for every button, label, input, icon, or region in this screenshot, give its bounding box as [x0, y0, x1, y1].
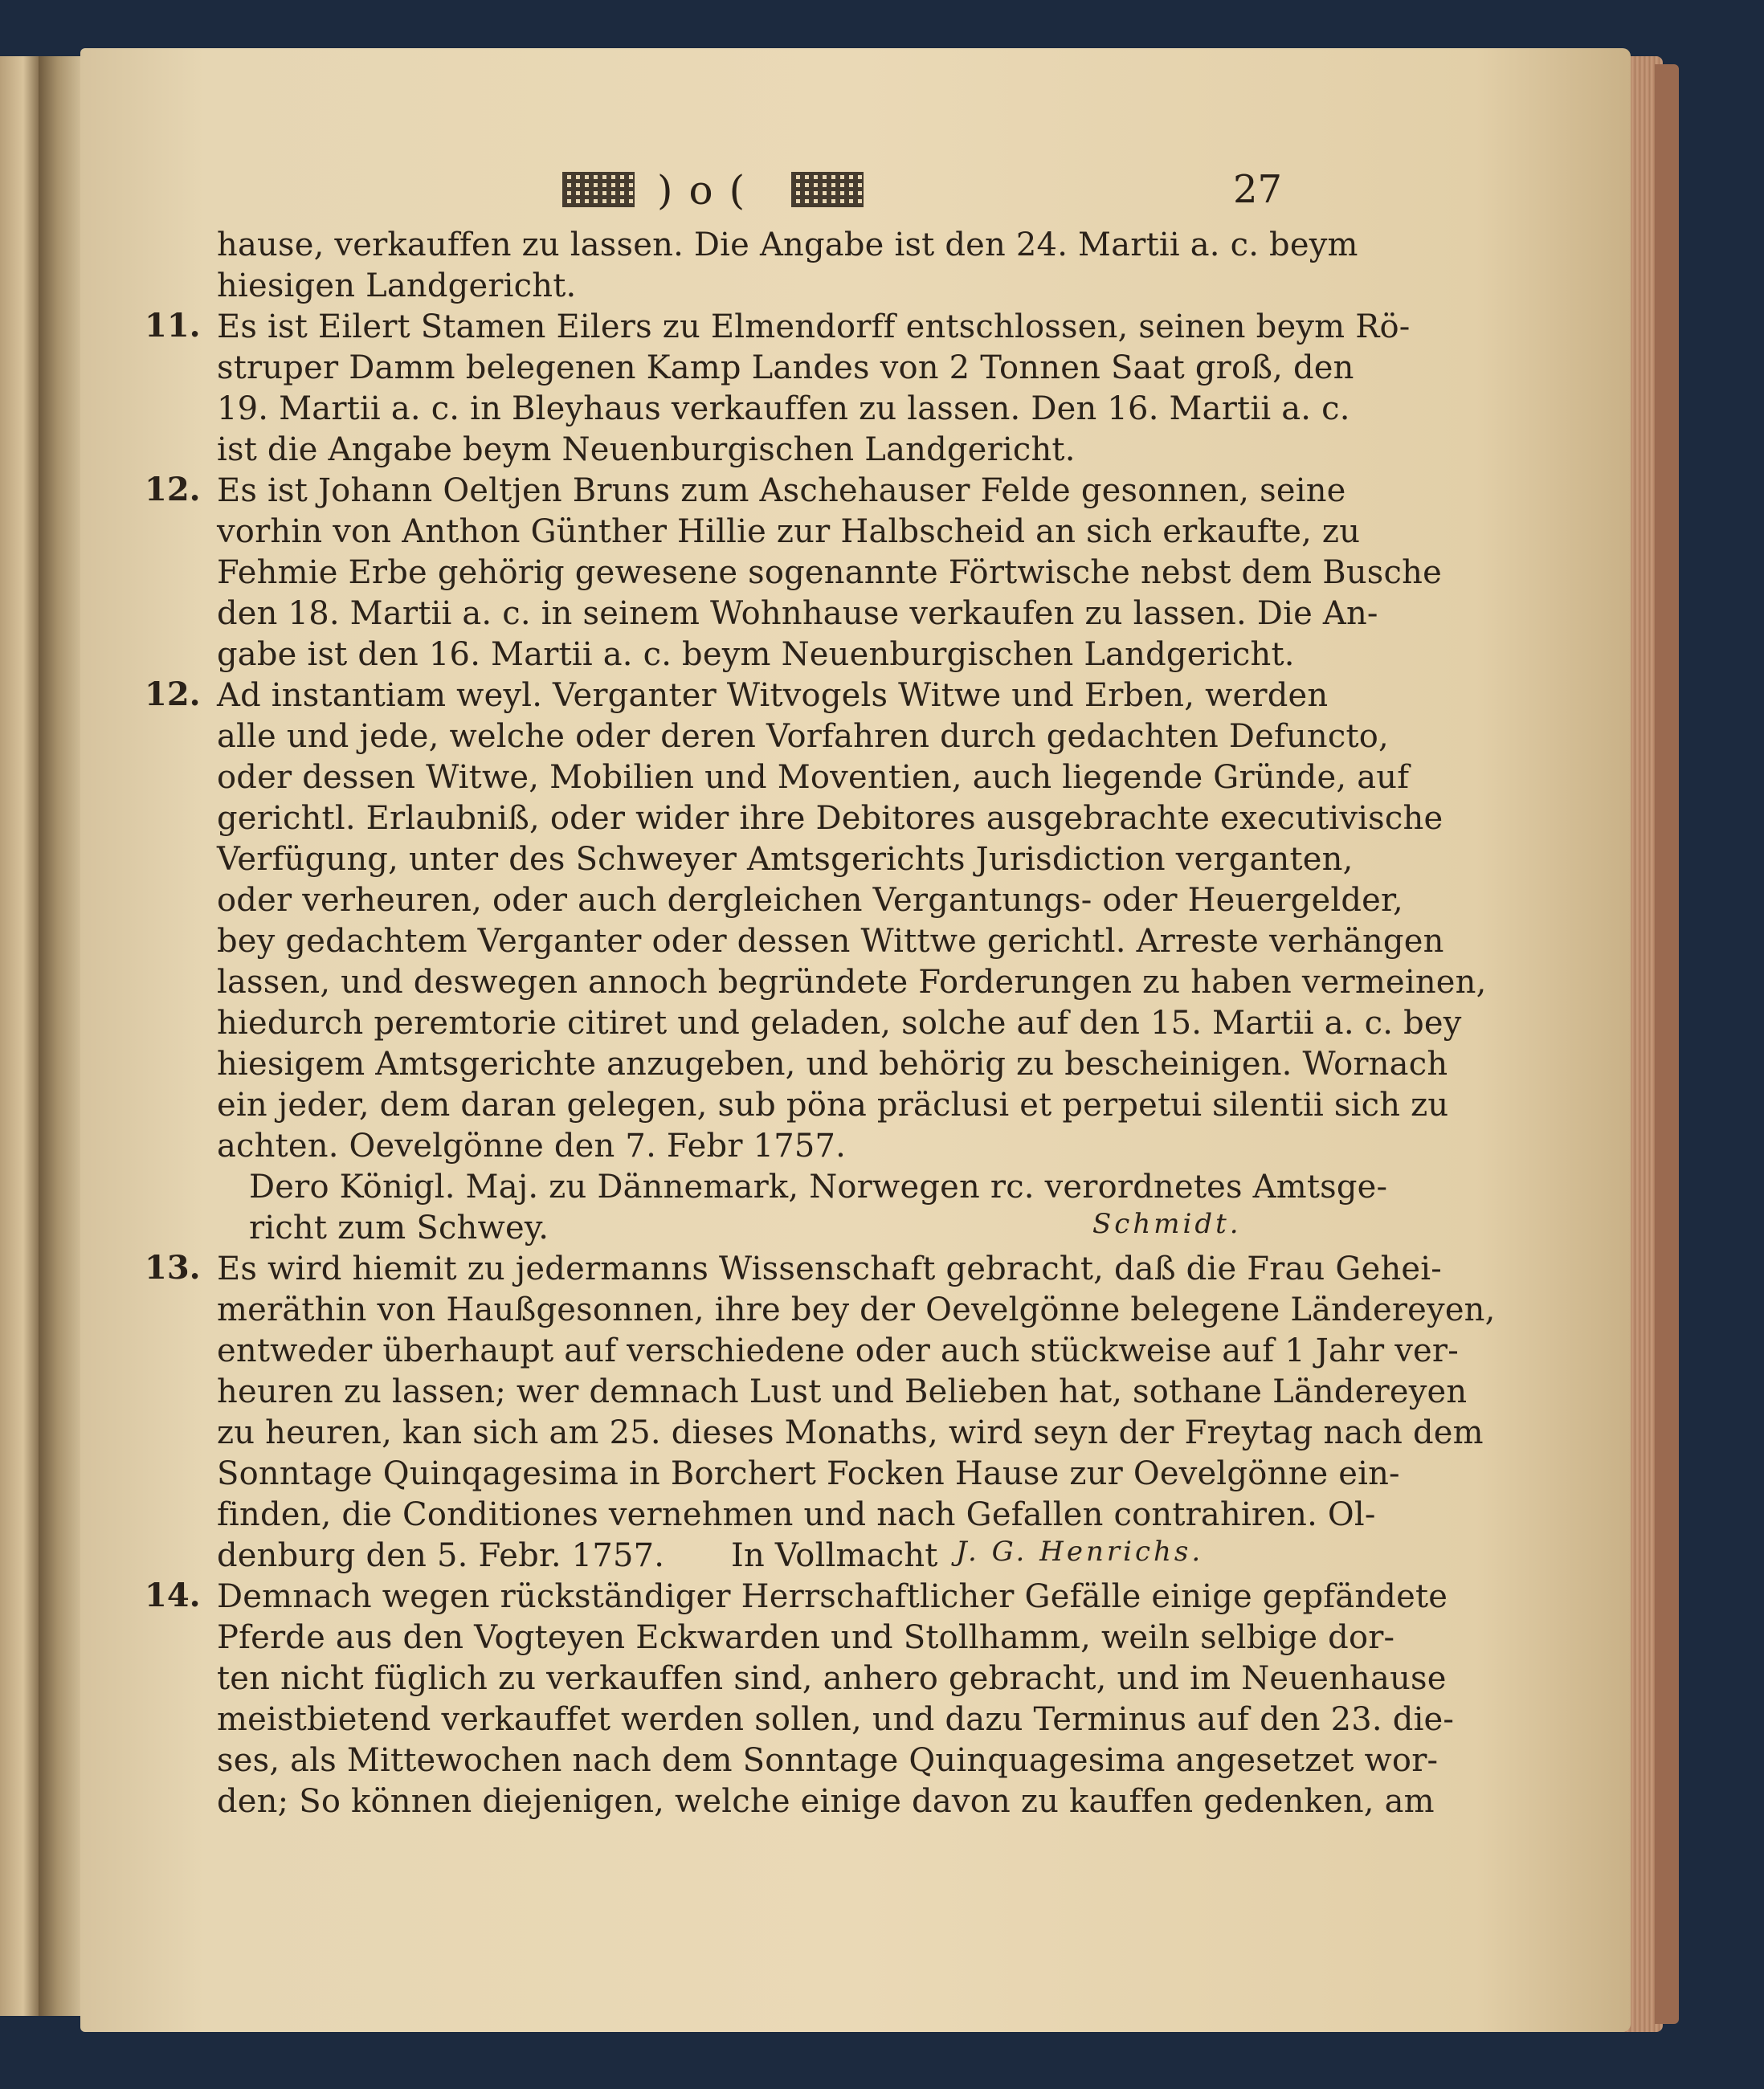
text-line: oder verheuren, oder auch dergleichen Vergantungs- oder Heuergelder, — [217, 882, 1403, 919]
text-line: den; So können diejenigen, welche einige davon zu kauffen gedenken, am — [217, 1783, 1435, 1820]
text-line: denburg den 5. Febr. 1757. — [217, 1537, 665, 1574]
text-line: ein jeder, dem daran gelegen, sub pöna präclusi et perpetui silentii sich zu — [217, 1087, 1449, 1124]
text-line: ten nicht füglich zu verkauffen sind, anhero gebracht, und im Neuenhause — [217, 1660, 1447, 1697]
text-line: bey gedachtem Verganter oder dessen Wittwe gerichtl. Arreste verhängen — [217, 923, 1444, 960]
text-line: hiedurch peremtorie citiret und geladen, solche auf den 15. Martii a. c. bey — [217, 1005, 1462, 1042]
text-line: Ad instantiam weyl. Verganter Witvogels Witwe und Erben, werden — [217, 677, 1329, 714]
signature-prefix: In Vollmacht — [731, 1537, 938, 1574]
text-line: den 18. Martii a. c. in seinem Wohnhause verkaufen zu lassen. Die An- — [217, 595, 1378, 632]
text-line: oder dessen Witwe, Mobilien und Moventien, auch liegende Gründe, auf — [217, 759, 1410, 796]
text-line: Es ist Johann Oeltjen Bruns zum Aschehauser Felde gesonnen, seine — [217, 472, 1346, 509]
text-line: zu heuren, kan sich am 25. dieses Monaths, wird seyn der Freytag nach dem — [217, 1414, 1484, 1451]
entry-continued — [145, 225, 1358, 307]
page-stack-edge-outer — [1655, 64, 1679, 2024]
text-line: finden, die Conditiones vernehmen und nach Gefallen contrahiren. Ol- — [217, 1496, 1376, 1533]
text-line: Verfügung, unter des Schweyer Amtsgerichts Jurisdiction verganten, — [217, 841, 1354, 878]
text-line: ist die Angabe beym Neuenburgischen Landgericht. — [217, 431, 1076, 468]
book-gutter — [39, 56, 87, 2016]
text-line: 19. Martii a. c. in Bleyhaus verkauffen zu lassen. Den 16. Martii a. c. — [217, 390, 1350, 427]
closing-line: Dero Königl. Maj. zu Dännemark, Norwegen rc. verordnetes Amtsge- — [249, 1169, 1388, 1206]
entry-12b — [145, 675, 1487, 1249]
body-text — [145, 225, 1496, 1822]
text-line: Demnach wegen rückständiger Herrschaftlicher Gefälle einige gepfändete — [217, 1578, 1448, 1615]
header-center: )o( — [657, 167, 762, 214]
text-line: entweder überhaupt auf verschiedene oder auch stückweise auf 1 Jahr ver- — [217, 1332, 1459, 1369]
text-line: Sonntage Quinqagesima in Borchert Focken Hause zur Oevelgönne ein- — [217, 1455, 1400, 1492]
signature-henrichs: J. G. Henrichs. — [956, 1536, 1204, 1568]
text-line: lassen, und deswegen annoch begründete Forderungen zu haben vermeinen, — [217, 964, 1487, 1001]
ornament-left-icon — [562, 172, 635, 207]
text-line: Es wird hiemit zu jedermanns Wissenschaft gebracht, daß die Frau Gehei- — [217, 1251, 1443, 1287]
text-line: meräthin von Haußgesonnen, ihre bey der Oevelgönne belegene Ländereyen, — [217, 1291, 1496, 1328]
text-line: Fehmie Erbe gehörig gewesene sogenannte Förtwische nebst dem Busche — [217, 554, 1442, 591]
entry-number: 11. — [145, 307, 201, 345]
entry-14 — [145, 1577, 1455, 1822]
signature-schmidt: Schmidt. — [1092, 1208, 1242, 1240]
page-header — [0, 167, 1764, 223]
entry-number: 12. — [145, 471, 201, 508]
text-line: ses, als Mittewochen nach dem Sonntage Quinquagesima angesetzet wor- — [217, 1742, 1439, 1779]
page-number: 27 — [1233, 167, 1283, 212]
entry-number: 14. — [145, 1577, 201, 1614]
text-line: hiesigen Landgericht. — [217, 267, 577, 304]
closing-line: richt zum Schwey. — [249, 1210, 549, 1246]
text-line: gabe ist den 16. Martii a. c. beym Neuenburgischen Landgericht. — [217, 636, 1295, 673]
text-line: meistbietend verkauffet werden sollen, und dazu Terminus auf den 23. die- — [217, 1701, 1455, 1738]
text-line: vorhin von Anthon Günther Hillie zur Halbscheid an sich erkaufte, zu — [217, 513, 1361, 550]
text-line: Pferde aus den Vogteyen Eckwarden und Stollhamm, weiln selbige dor- — [217, 1619, 1395, 1656]
entry-number: 13. — [145, 1249, 201, 1287]
text-line: heuren zu lassen; wer demnach Lust und Belieben hat, sothane Ländereyen — [217, 1373, 1468, 1410]
text-line: Es ist Eilert Stamen Eilers zu Elmendorff entschlossen, seinen beym Rö- — [217, 308, 1411, 345]
entry-11 — [145, 307, 1411, 471]
text-line: gerichtl. Erlaubniß, oder wider ihre Debitores ausgebrachte executivische — [217, 800, 1443, 837]
entry-number: 12. — [145, 675, 201, 713]
text-line: struper Damm belegenen Kamp Landes von 2 Tonnen Saat groß, den — [217, 349, 1354, 386]
text-line: hause, verkauffen zu lassen. Die Angabe ist den 24. Martii a. c. beym — [217, 226, 1358, 263]
text-line: alle und jede, welche oder deren Vorfahren durch gedachten Defuncto, — [217, 718, 1389, 755]
entry-12a — [145, 471, 1442, 675]
text-line: hiesigem Amtsgerichte anzugeben, und behörig zu bescheinigen. Wornach — [217, 1046, 1448, 1083]
text-line: achten. Oevelgönne den 7. Febr 1757. — [217, 1128, 847, 1165]
entry-13 — [145, 1249, 1496, 1577]
ornament-right-icon — [791, 172, 864, 207]
left-page-edge — [0, 56, 39, 2016]
